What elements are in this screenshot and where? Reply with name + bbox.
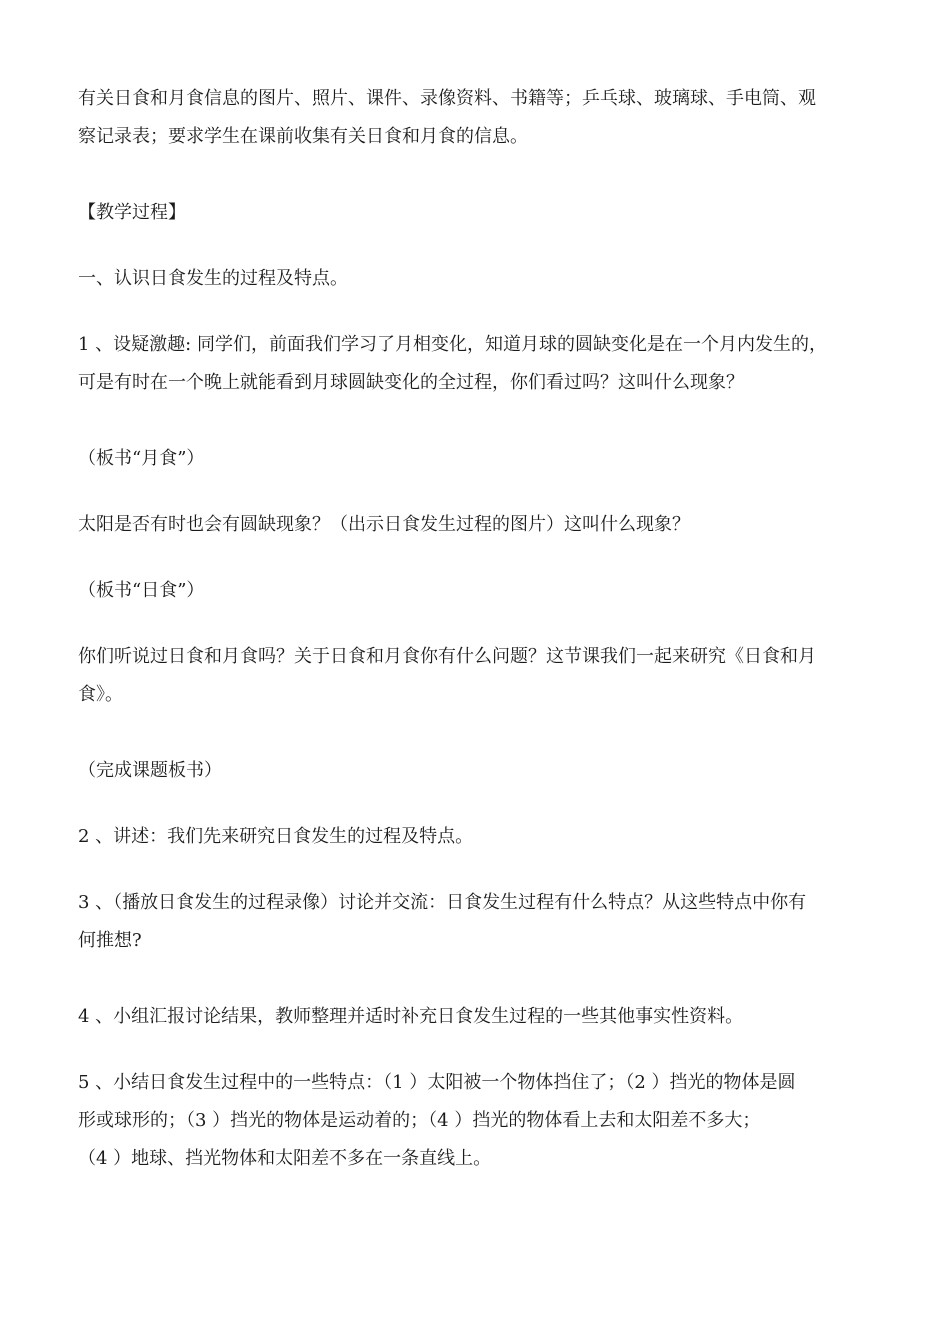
text-line: 有关日食和月食信息的图片、照片、课件、录像资料、书籍等；乒乓球、玻璃球、手电筒、观: [78, 88, 816, 109]
text-line: （板书“日食”）: [78, 580, 205, 601]
step-3-paragraph: [78, 884, 806, 960]
text-line: （完成课题板书）: [78, 760, 222, 781]
board-note-lunar-eclipse: [78, 440, 204, 478]
text-line: 形或球形的；（3 ）挡光的物体是运动着的；（4 ）挡光的物体看上去和太阳差不多大；: [78, 1110, 761, 1131]
text-line: 太阳是否有时也会有圆缺现象？（出示日食发生过程的图片）这叫什么现象？: [78, 514, 690, 535]
step-5-paragraph: [78, 1064, 796, 1178]
text-line: 可是有时在一个晚上就能看到月球圆缺变化的全过程，你们看过吗？这叫什么现象？: [78, 372, 744, 393]
subsection-heading-solar-eclipse: [78, 260, 348, 298]
text-line: （板书“月食”）: [78, 448, 205, 469]
text-line: 一、认识日食发生的过程及特点。: [78, 268, 348, 289]
board-note-title: [78, 752, 222, 790]
step-1-paragraph: [78, 326, 827, 402]
text-line: 2 、讲述：我们先来研究日食发生的过程及特点。: [78, 826, 474, 847]
text-line: 3 、（播放日食发生的过程录像）讨论并交流：日食发生过程有什么特点？从这些特点中你有: [78, 892, 807, 913]
text-line: 【教学过程】: [78, 202, 186, 223]
text-line: 何推想?: [78, 930, 142, 951]
question-paragraph: [78, 506, 690, 544]
text-line: （4 ）地球、挡光物体和太阳差不多在一条直线上。: [78, 1148, 492, 1169]
text-line: 食》。: [78, 684, 123, 705]
text-line: 1 、设疑激趣: 同学们，前面我们学习了月相变化，知道月球的圆缺变化是在一个月内发生的，: [78, 334, 827, 355]
section-heading-teaching-process: [78, 194, 186, 232]
text-line: 4 、小组汇报讨论结果，教师整理并适时补充日食发生过程的一些其他事实性资料。: [78, 1006, 744, 1027]
text-line: 5 、小结日食发生过程中的一些特点：（1 ）太阳被一个物体挡住了；（2 ）挡光的物体是圆: [78, 1072, 796, 1093]
text-line: 你们听说过日食和月食吗？关于日食和月食你有什么问题？这节课我们一起来研究《日食和月: [78, 646, 816, 667]
step-2-paragraph: [78, 818, 473, 856]
intro-paragraph: [78, 638, 816, 714]
materials-paragraph: [78, 80, 816, 156]
step-4-paragraph: [78, 998, 743, 1036]
text-line: 察记录表；要求学生在课前收集有关日食和月食的信息。: [78, 126, 528, 147]
board-note-solar-eclipse: [78, 572, 204, 610]
